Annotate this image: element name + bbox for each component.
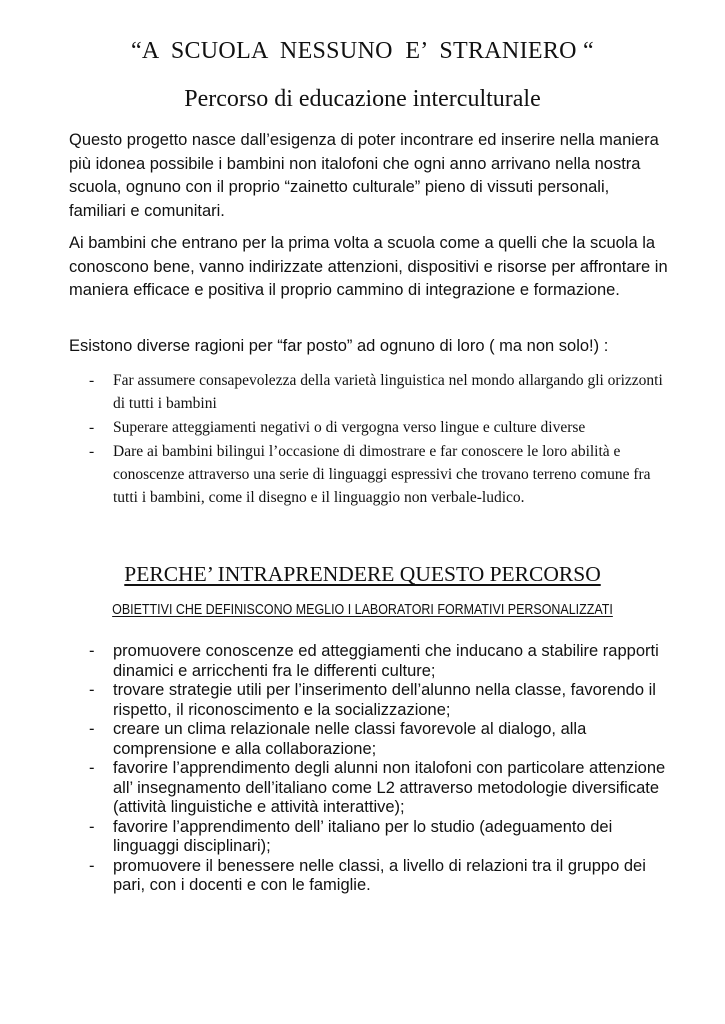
reason-text: Superare atteggiamenti negativi o di vergogna verso lingue e culture diverse: [113, 419, 586, 436]
dash-bullet: -: [89, 372, 95, 389]
dash-bullet: -: [89, 720, 95, 738]
objectives-list: [89, 642, 669, 896]
reasons-list: [89, 369, 669, 509]
document-subtitle: Percorso di educazione interculturale: [184, 86, 541, 112]
objective-text: promuovere conoscenze ed atteggiamenti che inducano a stabilire rapporti dinamici e arricchenti fra le differenti culture;: [113, 642, 659, 680]
list-item: [89, 818, 669, 857]
intro-paragraph-3: Esistono diverse ragioni per “far posto” ad ognuno di loro ( ma non solo!) :: [69, 337, 609, 355]
list-item: [89, 440, 669, 509]
objective-text: creare un clima relazionale nelle classi favorevole al dialogo, alla comprensione e alla collaborazione;: [113, 720, 587, 758]
objective-text: favorire l’apprendimento dell’ italiano per lo studio (adeguamento dei linguaggi disciplinari);: [113, 817, 613, 855]
dash-bullet: -: [89, 817, 95, 836]
dash-bullet: -: [89, 443, 95, 460]
list-item: [89, 416, 669, 439]
intro-paragraph-1: Questo progetto nasce dall’esigenza di poter incontrare ed inserire nella maniera più idonea possibile i bambini non italofoni che ogni anno arrivano nella nostra scuola, ognuno con il proprio “zainetto culturale” pieno di vissuti personali, familiari e comunitari.: [69, 131, 659, 220]
list-item: [89, 369, 669, 415]
list-item: [89, 857, 669, 896]
objective-text: promuovere il benessere nelle classi, a livello di relazioni tra il gruppo dei pari, con i docenti e con le famiglie.: [113, 856, 646, 894]
list-item: [89, 759, 669, 818]
dash-bullet: -: [89, 419, 95, 436]
dash-bullet: -: [89, 642, 95, 660]
list-item: [89, 720, 669, 759]
dash-bullet: -: [89, 759, 95, 777]
reason-text: Far assumere consapevolezza della varietà linguistica nel mondo allargando gli orizzonti di tutti i bambini: [113, 372, 663, 412]
list-item: [89, 642, 669, 681]
objective-text: favorire l’apprendimento degli alunni non italofoni con particolare attenzione all’ insegnamento dell’italiano come L2 attraverso metodologie diversificate (attività linguistiche e attività interattive);: [113, 759, 666, 816]
intro-paragraph-2: Ai bambini che entrano per la prima volta a scuola come a quelli che la scuola la conoscono bene, vanno indirizzate attenzioni, dispositivi e risorse per affrontare in maniera efficace e positiva il proprio cammino di integrazione e formazione.: [69, 234, 668, 299]
dash-bullet: -: [89, 856, 95, 875]
objective-text: trovare strategie utili per l’inserimento dell’alunno nella classe, favorendo il rispetto, il riconoscimento e la socializzazione;: [113, 681, 656, 719]
list-item: [89, 681, 669, 720]
document-title: “A SCUOLA NESSUNO E’ STRANIERO “: [130, 38, 595, 64]
section-heading: PERCHE’ INTRAPRENDERE QUESTO PERCORSO: [124, 562, 601, 586]
reason-text: Dare ai bambini bilingui l’occasione di dimostrare e far conoscere le loro abilità e conoscenze attraverso una serie di linguaggi espressivi che trovano terreno comune fra tutti i bambini, come il disegno e il linguaggio non verbale-ludico.: [113, 443, 651, 506]
section-subheading: OBIETTIVI CHE DEFINISCONO MEGLIO I LABORATORI FORMATIVI PERSONALIZZATI: [112, 602, 613, 618]
dash-bullet: -: [89, 681, 95, 699]
